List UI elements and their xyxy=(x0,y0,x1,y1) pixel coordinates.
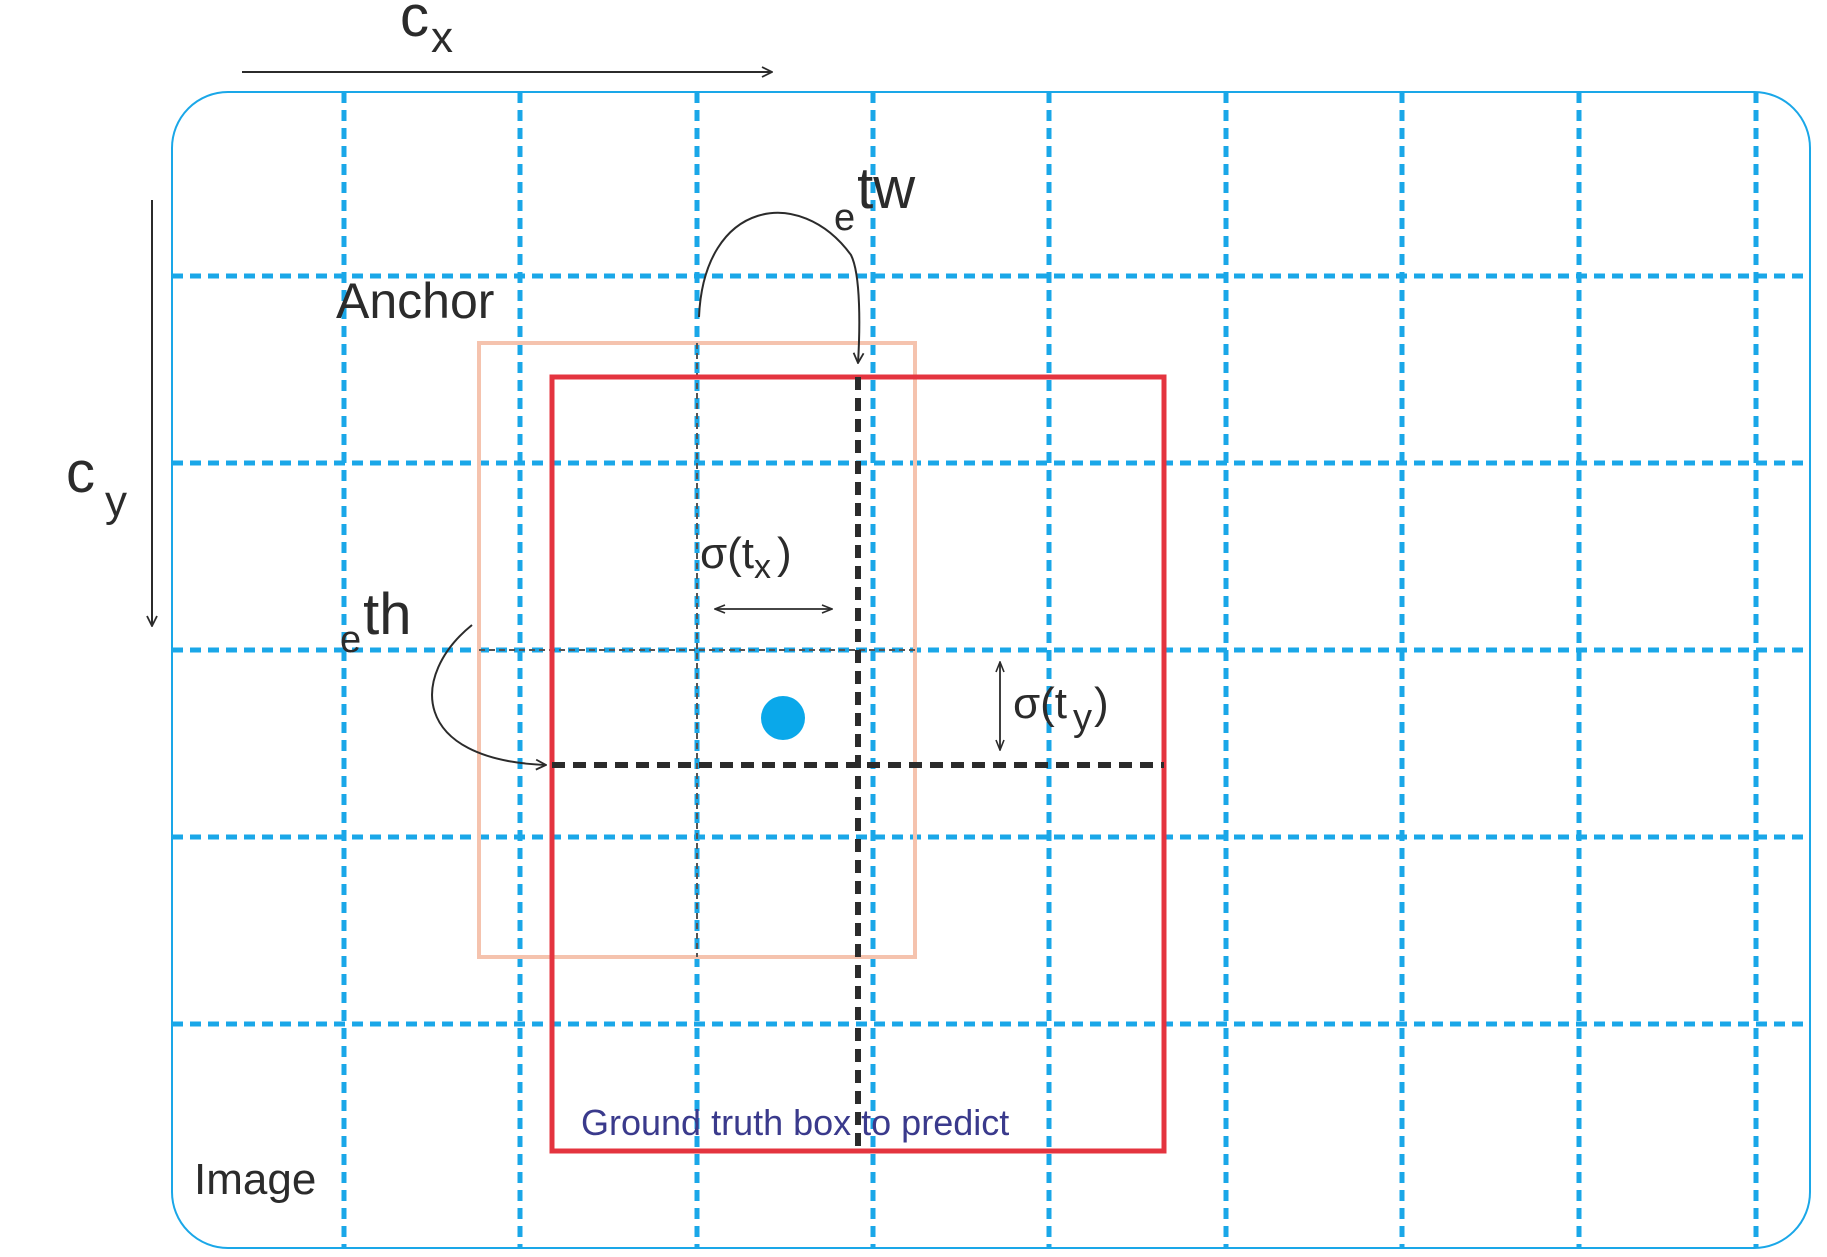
image-label: Image xyxy=(194,1155,317,1204)
ground-truth-label: Ground truth box to predict xyxy=(581,1102,1010,1143)
etw-label: etw xyxy=(834,156,916,239)
cy-label: c $_y$ xyxy=(66,440,127,526)
grid-horizontal-lines xyxy=(172,276,1810,1024)
eth-curve-arrow xyxy=(432,625,546,765)
sigma-ty-label: σ(t y) xyxy=(1013,679,1109,739)
cx-label: $c_x$ xyxy=(400,0,453,62)
center-dot xyxy=(761,696,805,740)
image-border xyxy=(172,92,1810,1248)
grid-vertical-lines xyxy=(344,92,1756,1248)
eth-label: eth xyxy=(340,582,412,661)
sigma-tx-label: $\sigma(t_x$ ) xyxy=(700,529,792,586)
ground-truth-center-lines xyxy=(552,377,1164,1151)
anchor-label: Anchor xyxy=(336,273,495,329)
